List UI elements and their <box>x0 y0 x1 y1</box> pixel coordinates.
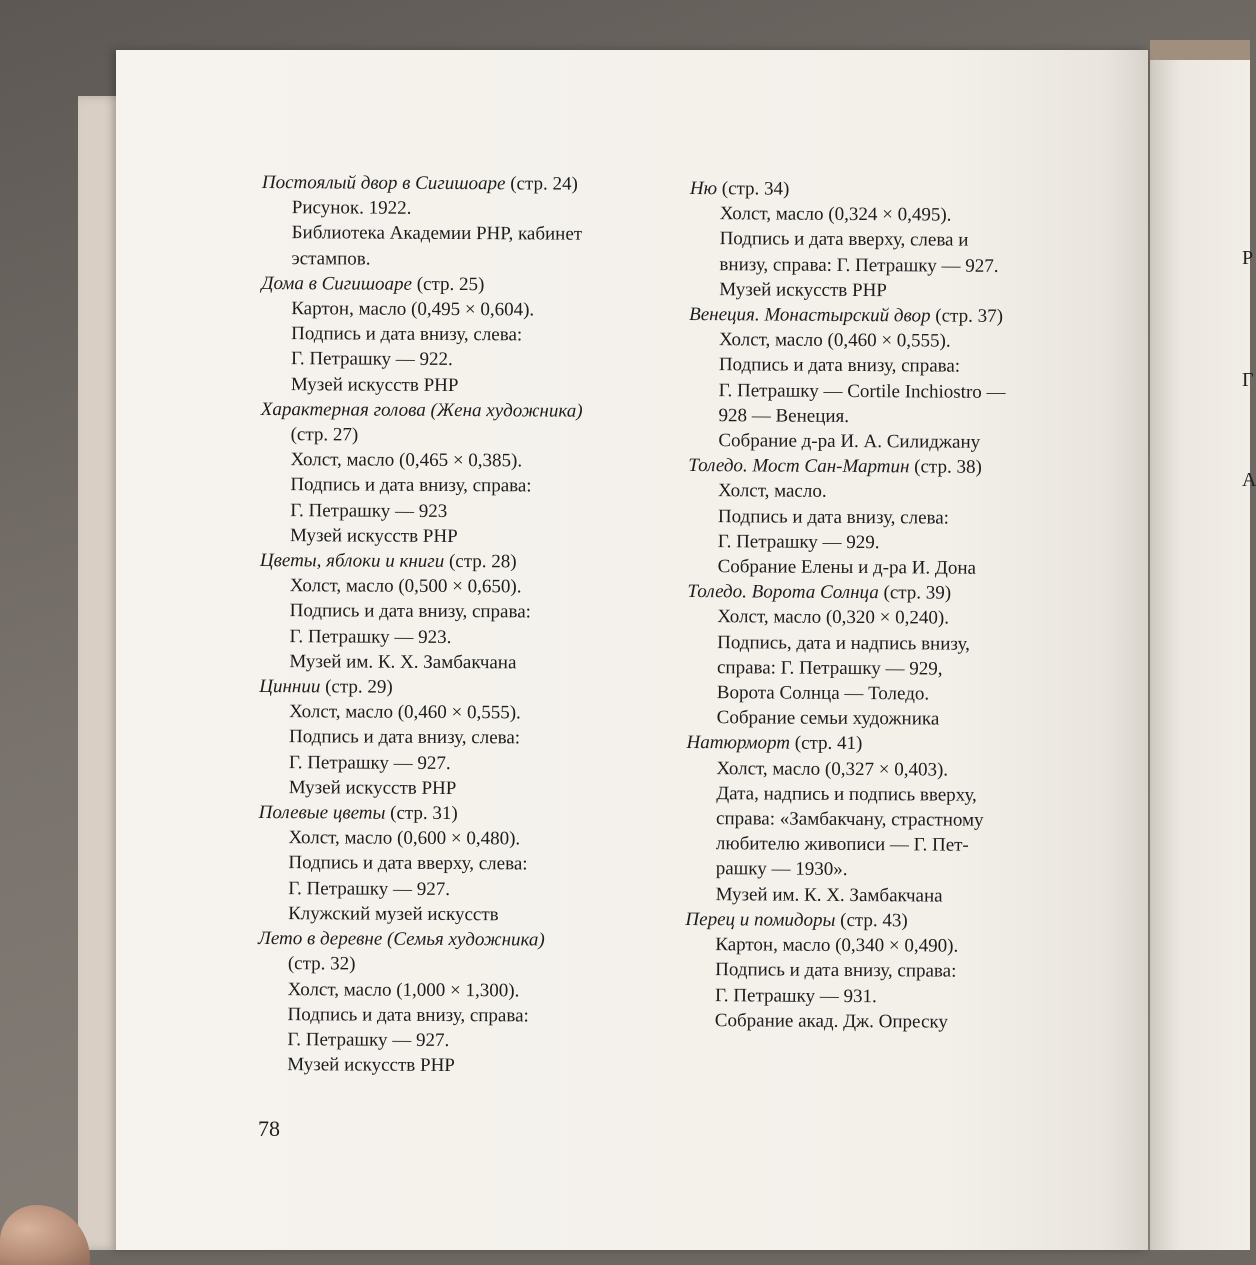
page-reference: (стр. 24) <box>510 173 578 195</box>
entry-detail-line: Холст, масло (0,500 × 0,650). <box>289 575 522 598</box>
entry-title-line <box>686 730 1066 758</box>
entry-title-line <box>687 579 1067 607</box>
entry-detail-line: Г. Петрашку — 922. <box>290 348 453 371</box>
entry-detail-line: Подпись и дата внизу, справа: <box>289 600 531 623</box>
page-reference: (стр. 37) <box>935 305 1004 327</box>
page-reference: (стр. 28) <box>448 551 517 573</box>
entry-detail-line: Подпись и дата вверху, слева и <box>719 228 969 252</box>
entry-detail-line: справа: Г. Петрашку — 929, <box>716 657 943 680</box>
entry-detail-line: Холст, масло (0,324 × 0,495). <box>719 203 952 226</box>
entry-title-line <box>690 176 1070 204</box>
entry-title-line <box>685 907 1065 935</box>
entry-detail-line: Холст, масло (0,320 × 0,240). <box>717 606 950 630</box>
entry-detail-line: Подпись и дата внизу, справа: <box>290 474 532 497</box>
catalog-entry <box>686 730 1067 909</box>
entry-detail-line: Подпись и дата внизу, слева: <box>288 726 521 749</box>
entry-detail-line: Подпись и дата внизу, справа: <box>718 354 961 378</box>
entry-detail-line: Музей искусств РНР <box>290 524 458 547</box>
entry-detail-line: Подпись и дата внизу, слева: <box>717 505 950 529</box>
entry-detail-line: Картон, масло (0,340 × 0,490). <box>715 934 959 957</box>
entry-detail-line: Г. Петрашку — 923. <box>289 625 452 648</box>
catalog-entry <box>689 176 1070 304</box>
entry-detail-line: Ворота Солнца — Толедо. <box>716 682 930 705</box>
catalog-entry <box>688 302 1069 456</box>
entry-detail-line: Г. Петрашку — 927. <box>288 751 451 774</box>
artwork-title: Перец и помидоры <box>685 908 836 931</box>
entry-detail-line: Подпись, дата и надпись внизу, <box>717 631 970 655</box>
entry-detail-line: Музей искусств РНР <box>287 1054 455 1077</box>
entry-title-line <box>260 548 660 575</box>
entry-detail-line: Подпись и дата вверху, слева: <box>288 852 528 875</box>
entry-detail-line: Библиотека Академии РНР, кабинет <box>291 222 583 246</box>
catalog-entry <box>258 800 659 928</box>
entry-detail-line: Холст, масло (0,465 × 0,385). <box>290 449 523 472</box>
entry-detail-line: Собрание д-ра И. А. Силиджану <box>718 430 981 453</box>
catalog-entry <box>261 271 662 399</box>
entry-title-line <box>688 453 1068 481</box>
page-reference: (стр. 29) <box>325 676 393 698</box>
entry-title-line <box>261 271 661 298</box>
page-reference: (стр. 39) <box>883 582 952 604</box>
artwork-title: Толедо. Ворота Солнца <box>687 581 879 604</box>
entry-detail-line: Музей им. К. Х. Замбакчана <box>715 883 943 907</box>
artwork-title: Циннии <box>259 676 321 698</box>
entry-detail-line: любителю живописи — Г. Пет- <box>715 833 969 856</box>
entry-detail-line: рашку — 1930». <box>715 858 848 881</box>
left-column <box>257 170 662 1079</box>
entry-title-line <box>259 800 659 827</box>
artwork-title: Толедо. Мост Сан-Мартин <box>688 455 910 478</box>
page-reference: (стр. 25) <box>416 273 485 295</box>
entry-title-line <box>258 926 658 953</box>
entry-title-line <box>689 302 1069 330</box>
entry-title-line <box>261 397 661 424</box>
entry-detail-line: Г. Петрашку — Cortile Inchiostro — <box>718 379 1006 403</box>
page-number: 78 <box>258 1116 280 1141</box>
artwork-title: Ню <box>689 177 718 200</box>
entry-detail-line: Музей искусств РНР <box>288 777 457 799</box>
entry-detail-line: Картон, масло (0,495 × 0,604). <box>291 298 535 321</box>
entry-detail-line: справа: «Замбакчану, страстному <box>716 808 984 831</box>
entry-detail-line: Рисунок. 1922. <box>291 197 412 219</box>
catalog-entry <box>259 548 660 676</box>
entry-detail-line: Г. Петрашку — 931. <box>714 984 877 1007</box>
entry-detail-line: Подпись и дата внизу, слева: <box>291 323 523 346</box>
artwork-title: Натюрморт <box>686 732 791 755</box>
entry-detail-line: (стр. 27) <box>290 424 359 446</box>
entry-detail-line: внизу, справа: Г. Петрашку — 927. <box>719 253 999 277</box>
artwork-title: Характерная голова (Жена художника) <box>260 398 583 422</box>
entry-detail-line: Собрание акад. Дж. Опреску <box>714 1009 948 1033</box>
right-column <box>685 176 1070 1035</box>
right-page-edge <box>1150 60 1256 1250</box>
catalog-entry <box>259 674 660 802</box>
entry-title-line <box>259 674 659 701</box>
entry-detail-line: Г. Петрашку — 929. <box>717 531 880 554</box>
entry-detail-line: Холст, масло. <box>718 480 827 503</box>
entry-title-line <box>262 170 662 197</box>
entry-detail-line: Музей им. К. Х. Замбакчана <box>289 651 517 674</box>
artwork-title: Цветы, яблоки и книги <box>259 550 445 573</box>
catalog-entry <box>687 579 1068 733</box>
artwork-title: Лето в деревне (Семья художника) <box>257 928 545 951</box>
entry-detail-line: Подпись и дата внизу, справа: <box>287 1003 529 1027</box>
edge-letter: Р <box>1242 247 1254 269</box>
entry-detail-line: Г. Петрашку — 927. <box>287 1029 450 1051</box>
catalog-entry <box>685 907 1066 1035</box>
entry-detail-line: Музей искусств РНР <box>719 278 887 302</box>
entry-detail-line: Холст, масло (0,327 × 0,403). <box>716 757 949 781</box>
entry-detail-line: Собрание Елены и д-ра И. Дона <box>717 556 977 579</box>
artwork-title: Постоялый двор в Сигишоаре <box>261 171 506 195</box>
artwork-title: Венеция. Монастырский двор <box>689 304 931 327</box>
entry-detail-line: Холст, масло (1,000 × 1,300). <box>287 978 520 1001</box>
catalog-entry <box>261 170 662 273</box>
entry-detail-line: Холст, масло (0,600 × 0,480). <box>288 827 521 850</box>
entry-detail-line: Подпись и дата внизу, справа: <box>715 959 957 982</box>
entry-detail-line: эстампов. <box>291 247 371 270</box>
entry-detail-line: Собрание семьи художника <box>716 707 940 730</box>
entry-detail-line: Г. Петрашку — 923 <box>290 499 448 522</box>
page-reference: (стр. 34) <box>721 178 790 200</box>
edge-letter: Г <box>1242 369 1254 391</box>
entry-detail-line: Клужский музей искусств <box>288 903 499 926</box>
page-reference: (стр. 31) <box>390 802 458 825</box>
entry-detail-line: Холст, масло (0,460 × 0,555). <box>289 701 521 724</box>
entry-detail-line: Музей искусств РНР <box>290 373 459 396</box>
entry-detail-line: 928 — Венеция. <box>718 405 850 427</box>
page-reference: (стр. 43) <box>840 909 908 932</box>
edge-letter: А <box>1242 469 1256 491</box>
artwork-title: Дома в Сигишоаре <box>261 272 413 295</box>
entry-detail-line: Г. Петрашку — 927. <box>288 877 451 900</box>
entry-detail-line: (стр. 32) <box>287 953 356 975</box>
entry-detail-line: Дата, надпись и подпись вверху, <box>716 783 977 806</box>
artwork-title: Полевые цветы <box>258 802 386 824</box>
catalog-entry <box>688 453 1069 581</box>
catalog-entry <box>257 926 658 1079</box>
catalog-entry <box>260 397 661 550</box>
page-reference: (стр. 41) <box>794 733 863 755</box>
entry-detail-line: Холст, масло (0,460 × 0,555). <box>718 329 951 352</box>
page-reference: (стр. 38) <box>914 456 982 479</box>
